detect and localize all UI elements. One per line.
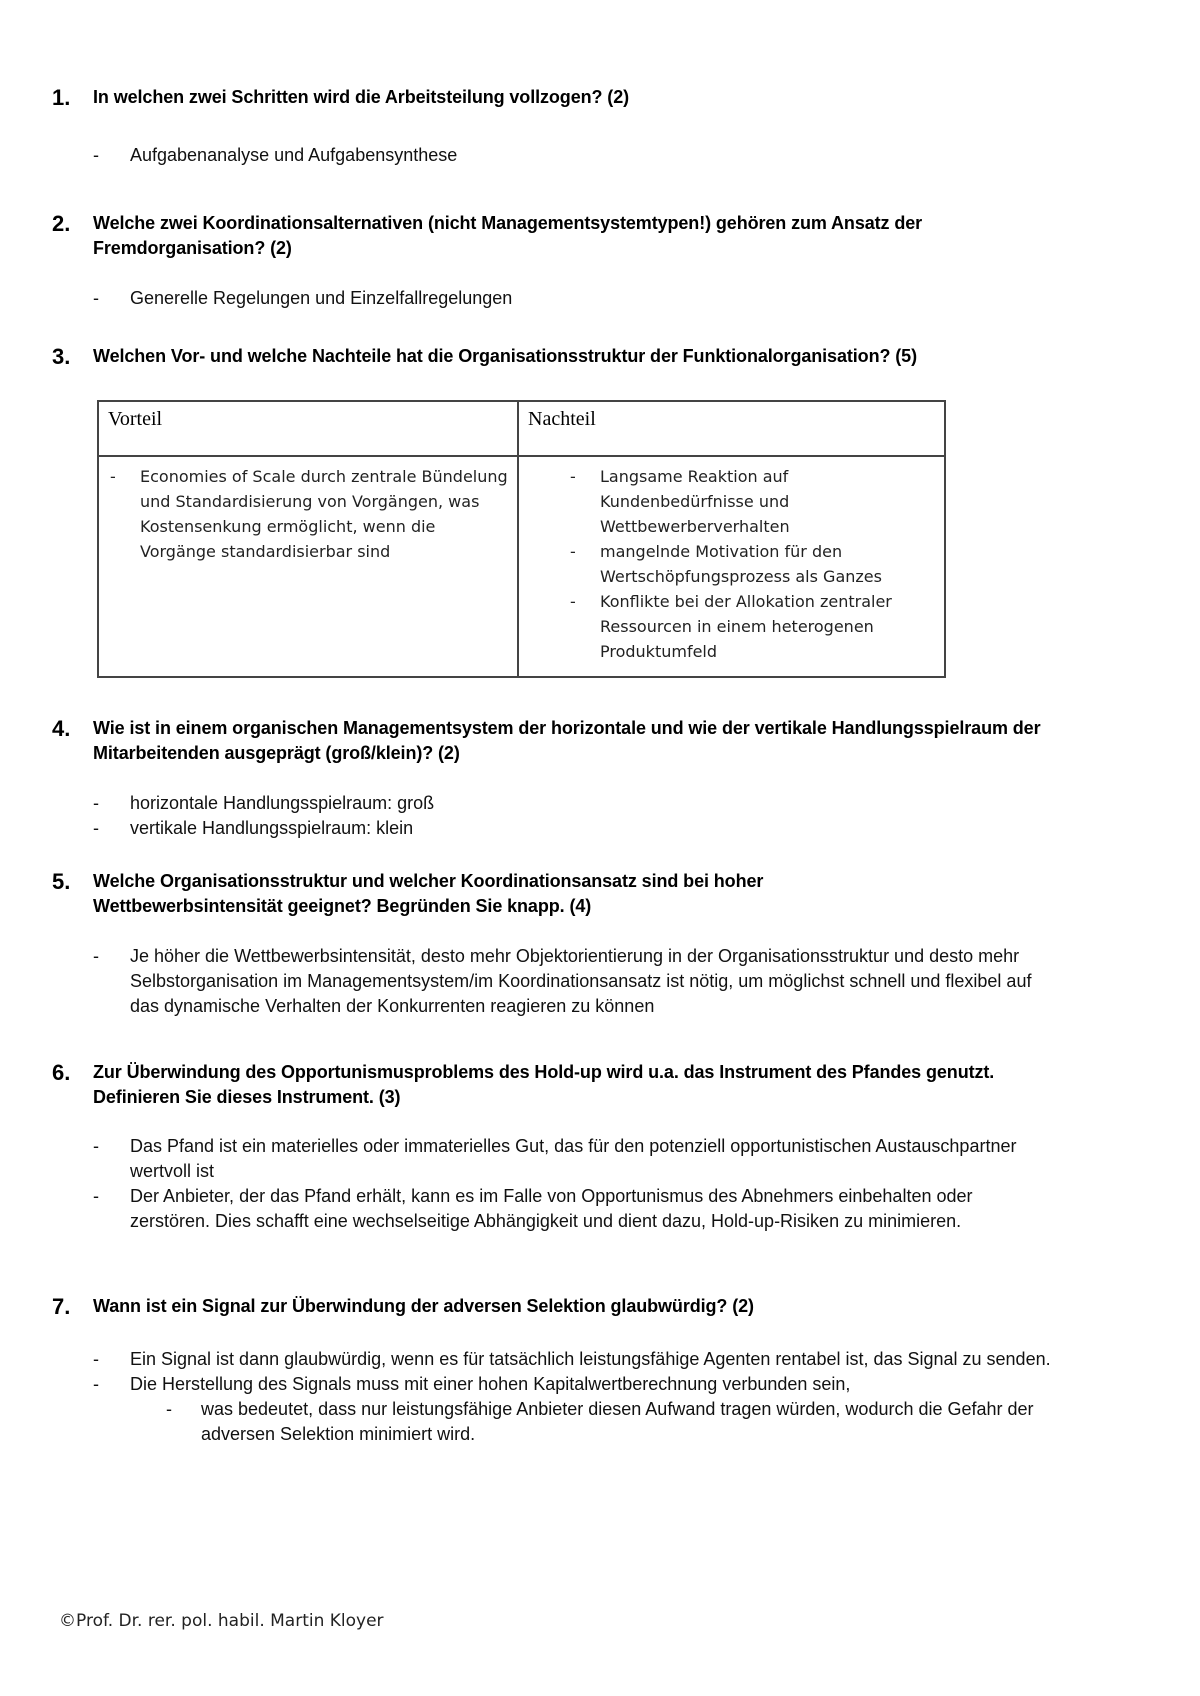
question-number: 4. <box>52 716 71 741</box>
question-number: 7. <box>52 1294 71 1319</box>
question-text: Welche zwei Koordinationsalternativen (nicht Managementsystemtypen!) gehören zum Ansatz der Fremdorganisation? (2) <box>93 213 923 258</box>
list-item: - horizontale Handlungsspielraum: groß <box>93 793 435 813</box>
question-text: Wann ist ein Signal zur Überwindung der adversen Selektion glaubwürdig? (2) <box>93 1296 754 1316</box>
question-number: 3. <box>52 344 71 369</box>
dash-bullet: - <box>93 145 99 165</box>
answer-4 <box>93 791 1053 841</box>
question-text: Wie ist in einem organischen Managementsystem der horizontale und wie der vertikale Handlungsspielraum der Mitarbeitenden ausgeprägt (groß/klein)? (2) <box>93 718 1041 763</box>
table-header-vorteil: Vorteil <box>98 401 518 456</box>
list-item: - Aufgabenanalyse und Aufgabensynthese <box>93 143 1053 168</box>
question-3 <box>52 344 1062 369</box>
answer-2 <box>93 286 1053 311</box>
sub-list-item: - was bedeutet, dass nur leistungsfähige Anbieter diesen Aufwand tragen würden, wodurch die Gefahr der adversen Selektion minimiert wird. <box>166 1399 1034 1444</box>
list-item: - Das Pfand ist ein materielles oder immaterielles Gut, das für den potenziell opportunistischen Austauschpartner wertvoll ist <box>93 1136 1017 1181</box>
list-item: - mangelnde Motivation für den Wertschöpfungsprozess als Ganzes <box>570 542 882 586</box>
question-5 <box>52 869 1062 919</box>
question-7 <box>52 1294 1062 1319</box>
question-text: Welchen Vor- und welche Nachteile hat die Organisationsstruktur der Funktionalorganisation? (5) <box>93 346 917 366</box>
question-number: 1. <box>52 85 71 110</box>
table-cell-nachteile <box>518 456 945 677</box>
pros-cons-table <box>97 400 946 678</box>
list-item: - Konflikte bei der Allokation zentraler Ressourcen in einem heterogenen Produktumfeld <box>570 592 892 661</box>
question-text: Welche Organisationsstruktur und welcher Koordinationsansatz sind bei hoher Wettbewerbsintensität geeignet? Begründen Sie knapp. (4) <box>93 871 764 916</box>
list-item: - Die Herstellung des Signals muss mit einer hohen Kapitalwertberechnung verbunden sein, <box>93 1374 851 1394</box>
question-1 <box>52 85 1062 110</box>
question-6 <box>52 1060 1062 1110</box>
question-4 <box>52 716 1062 766</box>
list-item: - vertikale Handlungsspielraum: klein <box>93 818 414 838</box>
list-item: - Je höher die Wettbewerbsintensität, desto mehr Objektorientierung in der Organisationsstruktur und desto mehr Selbstorganisation im Managementsystem/im Koordinationsansatz ist nötig, um möglichst schnell und flexibel auf das dynamische Verhalten der Konkurrenten reagieren zu können <box>93 946 1032 1016</box>
table-header-nachteil: Nachteil <box>518 401 945 456</box>
list-item: - Generelle Regelungen und Einzelfallregelungen <box>93 286 1053 311</box>
question-text: In welchen zwei Schritten wird die Arbeitsteilung vollzogen? (2) <box>93 87 629 107</box>
question-2 <box>52 211 1062 261</box>
answer-7 <box>93 1347 1053 1447</box>
list-item: - Langsame Reaktion auf Kundenbedürfnisse und Wettbewerberverhalten <box>570 467 790 536</box>
answer-6 <box>93 1134 1053 1234</box>
question-text: Zur Überwindung des Opportunismusproblems des Hold-up wird u.a. das Instrument des Pfandes genutzt. Definieren Sie dieses Instrument. (3) <box>93 1062 995 1107</box>
table-cell-vorteile <box>98 456 518 677</box>
list-item: - Economies of Scale durch zentrale Bündelung und Standardisierung von Vorgängen, was Kostensenkung ermöglicht, wenn die Vorgänge standardisierbar sind <box>110 467 508 561</box>
question-number: 5. <box>52 869 71 894</box>
copyright-footer: ©Prof. Dr. rer. pol. habil. Martin Kloyer <box>59 1611 384 1631</box>
dash-bullet: - <box>93 288 99 308</box>
question-number: 2. <box>52 211 71 236</box>
answer-5 <box>93 944 1053 1019</box>
answer-1 <box>93 143 1053 168</box>
question-number: 6. <box>52 1060 71 1085</box>
list-item: - Der Anbieter, der das Pfand erhält, kann es im Falle von Opportunismus des Abnehmers einbehalten oder zerstören. Dies schafft eine wechselseitige Abhängigkeit und dient dazu, Hold-up-Risiken zu minimieren. <box>93 1186 973 1231</box>
list-item: - Ein Signal ist dann glaubwürdig, wenn es für tatsächlich leistungsfähige Agenten rentabel ist, das Signal zu senden. <box>93 1349 1051 1369</box>
